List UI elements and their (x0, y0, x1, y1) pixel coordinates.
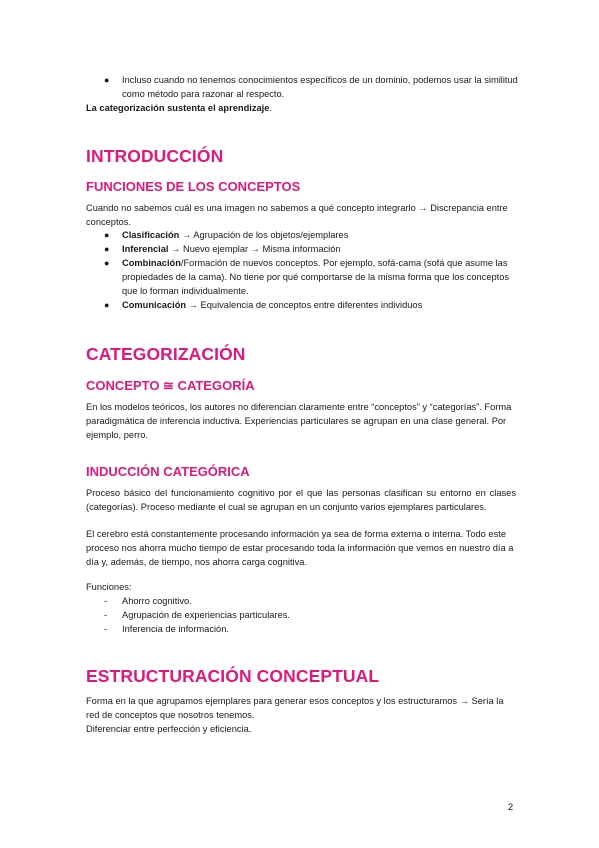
dash-text: Ahorro cognitivo. (122, 596, 192, 606)
induccion-paragraph-1: Proceso básico del funcionamiento cognitivo por el que las personas clasifican su entorno en clases (categorías). Proceso mediante el cual se agrupan en un conjunto varios ejemplares particulares. (86, 488, 516, 512)
concepto-paragraph: En los modelos teóricos, los autores no diferencian claramente entre “conceptos” y “categorías”. Forma paradigmática de inferencia inductiva. Experiencias particulares se agrupan en una clase general. Por ejemplo, perro. (86, 402, 512, 440)
funciones-label: Funciones: (86, 582, 132, 592)
bullet-item (104, 73, 518, 101)
bullet-rest: → Nuevo ejemplar → Misma información (168, 244, 341, 254)
dash-item (104, 608, 290, 622)
subheading-funciones: FUNCIONES DE LOS CONCEPTOS (86, 179, 301, 194)
intro-bold-end: . (269, 103, 273, 113)
bullet-item (104, 298, 518, 312)
bullet-item (104, 256, 518, 298)
bullet-item (104, 228, 518, 242)
bullet-dot-icon: ● (104, 300, 110, 310)
dash-icon: - (104, 610, 108, 620)
intro-bullet-text: Incluso cuando no tenemos conocimientos específicos de un dominio, podemos usar la similitud como método para razonar al respecto. (122, 75, 518, 99)
bullet-rest: /Formación de nuevos conceptos. Por ejemplo, sofá-cama (sofá que asume las propiedades de la cama). No tiene por qué comportarse de la misma forma que los conceptos que lo forman individualmente. (122, 258, 510, 296)
bullet-dot-icon: ● (104, 230, 110, 240)
estructuracion-paragraph-1: Forma en la que agrupamos ejemplares para generar esos conceptos y los estructuramos → Sería la red de conceptos que nosotros tenemos. (86, 696, 504, 720)
page-number: 2 (508, 802, 514, 812)
bullet-term: Combinación (122, 258, 181, 268)
bullet-dot-icon: ● (104, 75, 110, 85)
heading-categorizacion: CATEGORIZACIÓN (86, 344, 246, 364)
heading-estructuracion: ESTRUCTURACIÓN CONCEPTUAL (86, 666, 380, 686)
estructuracion-paragraph-2: Diferenciar entre perfección y eficiencia. (86, 724, 252, 734)
dash-icon: - (104, 596, 108, 606)
intro-bold-text: La categorización sustenta el aprendizaje (86, 103, 270, 113)
intro-statement (86, 101, 516, 115)
bullet-item (104, 242, 518, 256)
bullet-term: Comunicación (122, 300, 187, 310)
bullet-term: Inferencial (122, 244, 169, 254)
dash-item (104, 622, 229, 636)
bullet-rest: → Equivalencia de conceptos entre diferentes individuos (186, 300, 423, 310)
bullet-dot-icon: ● (104, 258, 110, 268)
induccion-paragraph-2: El cerebro está constantemente procesando información ya sea de forma externa o interna. Todo este proceso nos ahorra mucho tiempo de estar procesando toda la información que vemos en nuestro día a día y, además, de tiempo, nos ahorra carga cognitiva. (86, 529, 514, 567)
dash-text: Inferencia de información. (122, 624, 229, 634)
dash-text: Agrupación de experiencias particulares. (122, 610, 290, 620)
subheading-induccion: INDUCCIÓN CATEGÓRICA (86, 464, 250, 479)
dash-item (104, 594, 192, 608)
subheading-concepto: CONCEPTO ≅ CATEGORÍA (86, 378, 255, 393)
bullet-term: Clasificación (122, 230, 180, 240)
dash-icon: - (104, 624, 108, 634)
bullet-dot-icon: ● (104, 244, 110, 254)
heading-introduccion: INTRODUCCIÓN (86, 146, 224, 166)
funciones-paragraph: Cuando no sabemos cuál es una imagen no sabemos a qué concepto integrarlo → Discrepancia entre conceptos. (86, 203, 508, 227)
bullet-rest: → Agrupación de los objetos/ejemplares (179, 230, 349, 240)
